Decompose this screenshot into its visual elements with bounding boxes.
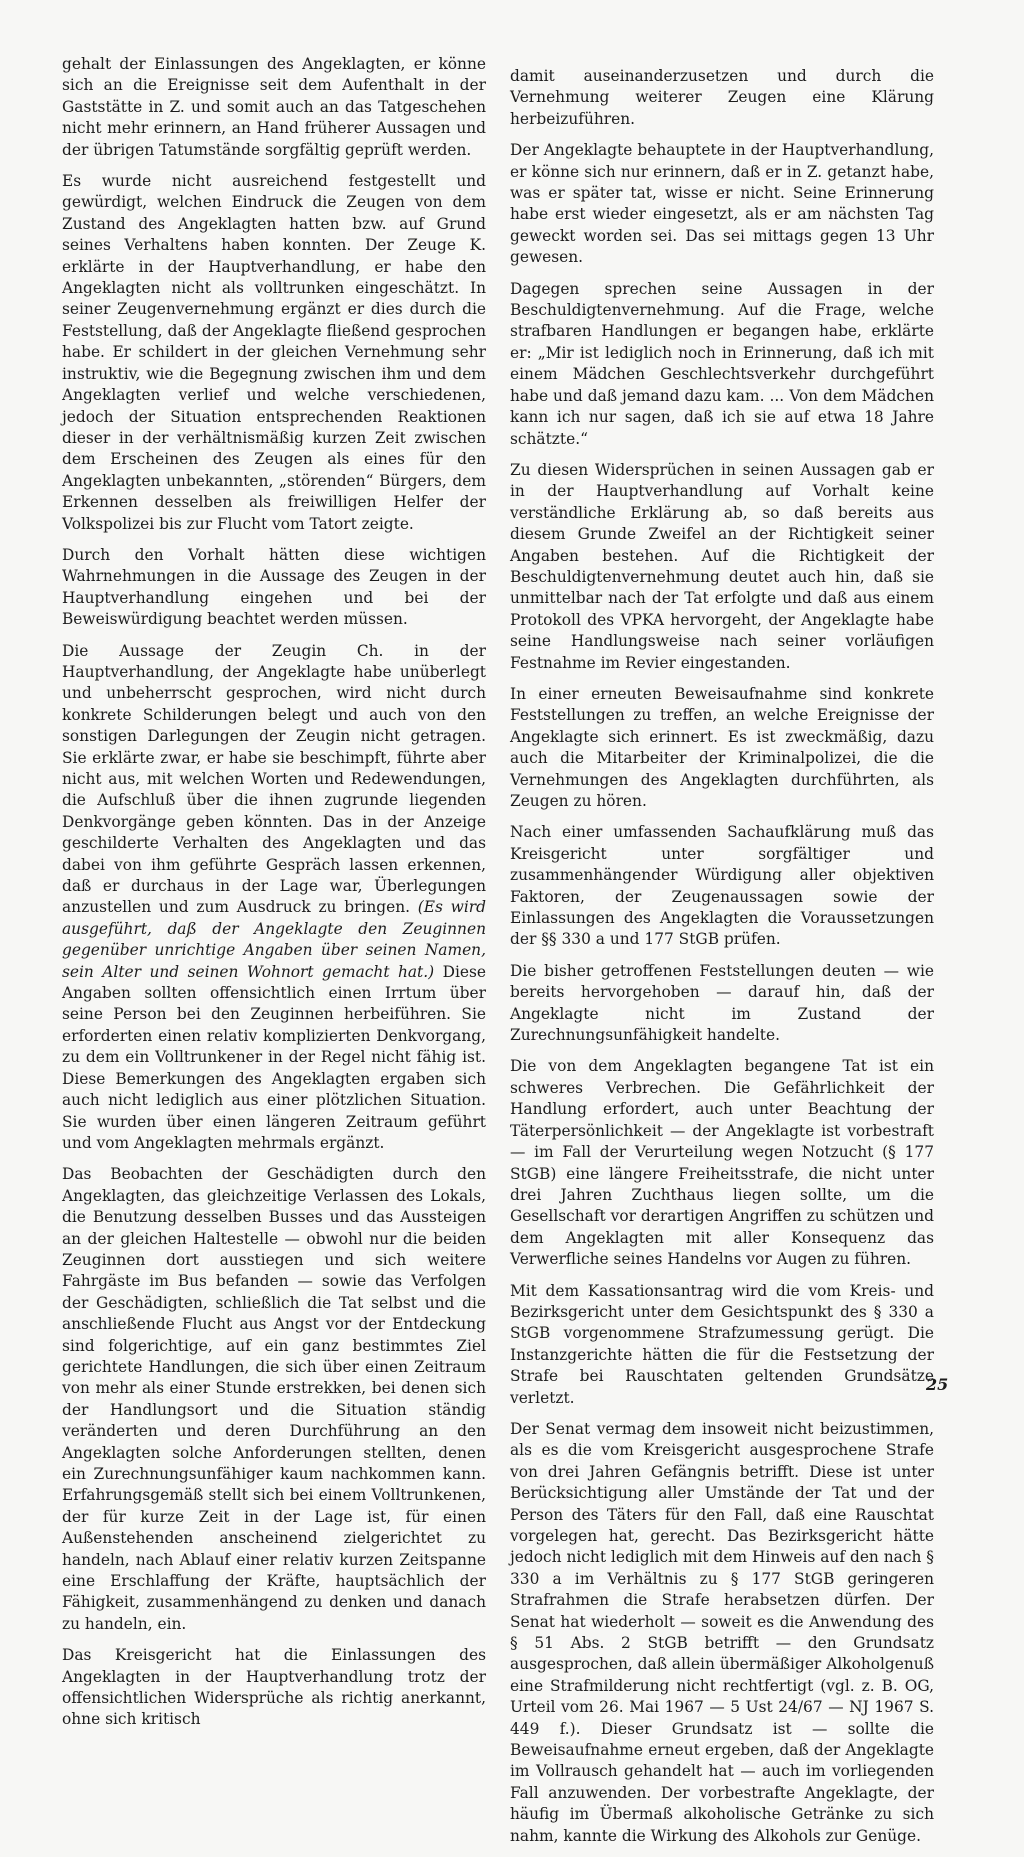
paragraph: damit auseinanderzusetzen und durch die Vernehmung weiterer Zeugen eine Klärung herbeizuführen. xyxy=(510,67,934,128)
page-number: 25 xyxy=(926,1375,949,1394)
left-text-column xyxy=(62,54,486,1741)
paragraph: Der Angeklagte behauptete in der Hauptverhandlung, er könne sich nur erinnern, daß er in Z. getanzt habe, was er später tat, wisse er nicht. Seine Erinnerung habe erst wieder eingesetzt, als er am nächsten Tag geweckt worden sei. Das sei mittags gegen 13 Uhr gewesen. xyxy=(510,141,934,267)
paragraph: Dagegen sprechen seine Aussagen in der Beschuldigtenvernehmung. Auf die Frage, welche strafbaren Handlungen er begangen habe, erklärte er: „Mir ist lediglich noch in Erinnerung, daß ich mit einem Mädchen Geschlechtsverkehr durchgeführt habe und daß jemand dazu kam. ... Von dem Mädchen kann ich nur sagen, daß ich sie auf etwa 18 Jahre schätzte.“ xyxy=(510,279,934,448)
paragraph: Mit dem Kassationsantrag wird die vom Kreis- und Bezirksgericht unter dem Gesichtspunkt des § 330 a StGB vorgenommene Strafzumessung gerügt. Die Instanzgerichte hätten die für die Festsetzung der Strafe bei Rauschtaten geltenden Grundsätze verletzt. xyxy=(510,1281,934,1407)
paragraph: Das Beobachten der Geschädigten durch den Angeklagten, das gleichzeitige Verlassen des Lokals, die Benutzung desselben Busses und das Aussteigen an der gleichen Haltestelle — obwohl nur die beiden Zeuginnen dort ausstiegen und sich weitere Fahrgäste im Bus befanden — sowie das Verfolgen der Geschädigten, schließlich die Tat selbst und die anschließende Flucht aus Angst vor der Entdeckung sind folgerichtige, auf ein ganz bestimmtes Ziel gerichtete Handlungen, die sich über einen Zeitraum von mehr als einer Stunde erstrekken, bei denen sich der Handlungsort und die Situation ständig veränderten und deren Durchführung an den Angeklagten solche Anforderungen stellten, denen ein Zurechnungsunfähiger kaum nachkommen kann. Erfahrungsgemäß stellt sich bei einem Volltrunkenen, der für kurze Zeit in der Lage ist, für einen Außenstehenden anscheinend zielgerichtet zu handeln, nach Ablauf einer relativ kurzen Zeitspanne eine Erschlaffung der Kräfte, hauptsächlich der Fähigkeit, zusammenhängend zu denken und danach zu handeln, ein. xyxy=(62,1165,486,1633)
paragraph: Der Senat vermag dem insoweit nicht beizustimmen, als es die vom Kreisgericht ausgesprochene Strafe von drei Jahren Gefängnis betrifft. Diese ist unter Berücksichtigung aller Umstände der Tat und der Person des Täters für den Fall, daß eine Rauschtat vorgelegen hat, gerecht. Das Bezirksgericht hätte jedoch nicht lediglich mit dem Hinweis auf den nach § 330 a im Verhältnis zu § 177 StGB geringeren Strafrahmen die Strafe herabsetzen dürfen. Der Senat hat wiederholt — soweit es die Anwendung des § 51 Abs. 2 StGB betrifft — den Grundsatz ausgesprochen, daß allein übermäßiger Alkoholgenuß eine Strafmilderung nicht rechtfertigt (vgl. z. B. OG, Urteil vom 26. Mai 1967 — 5 Ust 24/67 — NJ 1967 S. 449 f.). Dieser Grundsatz ist — sollte die Beweisaufnahme erneut ergeben, daß der Angeklagte im Vollrausch gehandelt hat — auch im vorliegenden Fall anzuwenden. Der vorbestrafte Angeklagte, der häufig im Übermaß alkoholische Getränke zu sich nahm, kannte die Wirkung des Alkohols zur Genüge. xyxy=(510,1419,934,1845)
paragraph: Die von dem Angeklagten begangene Tat ist ein schweres Verbrechen. Die Gefährlichkeit der Handlung erfordert, auch unter Beachtung der Täterpersönlichkeit — der Angeklagte ist vorbestraft — im Fall der Verurteilung wegen Notzucht (§ 177 StGB) eine längere Freiheitsstrafe, die nicht unter drei Jahren Zuchthaus liegen sollte, um die Gesellschaft vor derartigen Angriffen zu schützen und dem Angeklagten mit aller Konsequenz das Verwerfliche seines Handelns vor Augen zu führen. xyxy=(510,1057,934,1269)
paragraph: gehalt der Einlassungen des Angeklagten, er könne sich an die Ereignisse seit dem Aufenthalt in der Gaststätte in Z. und somit auch an das Tatgeschehen nicht mehr erinnern, an Hand früherer Aussagen und der übrigen Tatumstände sorgfältig geprüft werden. xyxy=(62,55,486,159)
paragraph: In einer erneuten Beweisaufnahme sind konkrete Feststellungen zu treffen, an welche Ereignisse der Angeklagte sich erinnert. Es ist zweckmäßig, dazu auch die Mitarbeiter der Kriminalpolizei, die die Vernehmungen des Angeklagten durchführten, als Zeugen zu hören. xyxy=(510,684,934,810)
paragraph: Zu diesen Widersprüchen in seinen Aussagen gab er in der Hauptverhandlung auf Vorhalt keine verständliche Erklärung ab, so daß bereits aus diesem Grunde Zweifel an der Richtigkeit seiner Angaben bestehen. Auf die Richtigkeit der Beschuldigtenvernehmung deutet auch hin, daß sie unmittelbar nach der Tat erfolgte und daß aus einem Protokoll des VPKA hervorgeht, der Angeklagte habe seine Handlungsweise nach seiner vorläufigen Festnahme im Revier eingestanden. xyxy=(510,460,934,672)
paragraph-text: Die Aussage der Zeugin Ch. in der Hauptverhandlung, der Angeklagte habe unüberlegt und unbeherrscht gesprochen, wird nicht durch konkrete Schilderungen belegt und auch von den sonstigen Darlegungen der Zeugin nicht getragen. Sie erklärte zwar, er habe sie beschimpft, führte aber nicht aus, mit welchen Worten und Redewendungen, die Aufschluß über die ihnen zugrunde liegenden Denkvorgänge geben könnten. Das in der Anzeige geschilderte Verhalten des Angeklagten und das dabei von ihm geführte Gespräch lassen erkennen, daß er durchaus in der Lage war, Überlegungen anzustellen und zum Ausdruck zu bringen. xyxy=(62,641,486,917)
paragraph: Nach einer umfassenden Sachaufklärung muß das Kreisgericht unter sorgfältiger und zusammenhängender Würdigung aller objektiven Faktoren, der Zeugenaussagen sowie der Einlassungen des Angeklagten die Voraussetzungen der §§ 330 a und 177 StGB prüfen. xyxy=(510,823,934,949)
paragraph-text: Diese Angaben sollten offensichtlich einen Irrtum über seine Person bei den Zeuginnen herbeiführen. Sie erforderten einen relativ komplizierten Denkvorgang, zu dem ein Volltrunkener in der Regel nicht fähig ist. Diese Bemerkungen des Angeklagten ergaben sich auch nicht lediglich aus einer plötzlichen Situation. Sie wurden über einen längeren Zeitraum geführt und vom Angeklagten mehrmals ergänzt. xyxy=(62,962,486,1152)
paragraph: Durch den Vorhalt hätten diese wichtigen Wahrnehmungen in die Aussage des Zeugen in der Hauptverhandlung eingehen und bei der Beweiswürdigung beachtet werden müssen. xyxy=(62,545,486,629)
paragraph xyxy=(62,641,486,1155)
italic-editorial-note: (Es wird ausgeführt, daß der Angeklagte den Zeuginnen gegenüber unrichtige Angaben über seinen Namen, sein Alter und seinen Wohnort gemacht hat.) xyxy=(62,898,486,981)
right-text-column xyxy=(510,66,934,1857)
paragraph: Die bisher getroffenen Feststellungen deuten — wie bereits hervorgehoben — darauf hin, daß der Angeklagte nicht im Zustand der Zurechnungsunfähigkeit handelte. xyxy=(510,961,934,1045)
paragraph: Das Kreisgericht hat die Einlassungen des Angeklagten in der Hauptverhandlung trotz der offensichtlichen Widersprüche als richtig anerkannt, ohne sich kritisch xyxy=(62,1646,486,1729)
paragraph: Es wurde nicht ausreichend festgestellt und gewürdigt, welchen Eindruck die Zeugen von dem Zustand des Angeklagten hatten bzw. auf Grund seines Verhaltens haben konnten. Der Zeuge K. erklärte in der Hauptverhandlung, er habe den Angeklagten nicht als volltrunken eingeschätzt. In seiner Zeugenvernehmung ergänzt er dies durch die Feststellung, daß der Angeklagte fließend gesprochen habe. Er schildert in der gleichen Vernehmung sehr instruktiv, wie die Begegnung zwischen ihm und dem Angeklagten verlief und welche verschiedenen, jedoch der Situation entsprechenden Reaktionen dieser in der verhältnismäßig kurzen Zeit zwischen dem Erscheinen des Zeugen als eines für den Angeklagten unbekannten, „störenden“ Bürgers, dem Erkennen desselben als freiwilligen Helfer der Volkspolizei bis zur Flucht vom Tatort zeigte. xyxy=(62,172,486,533)
